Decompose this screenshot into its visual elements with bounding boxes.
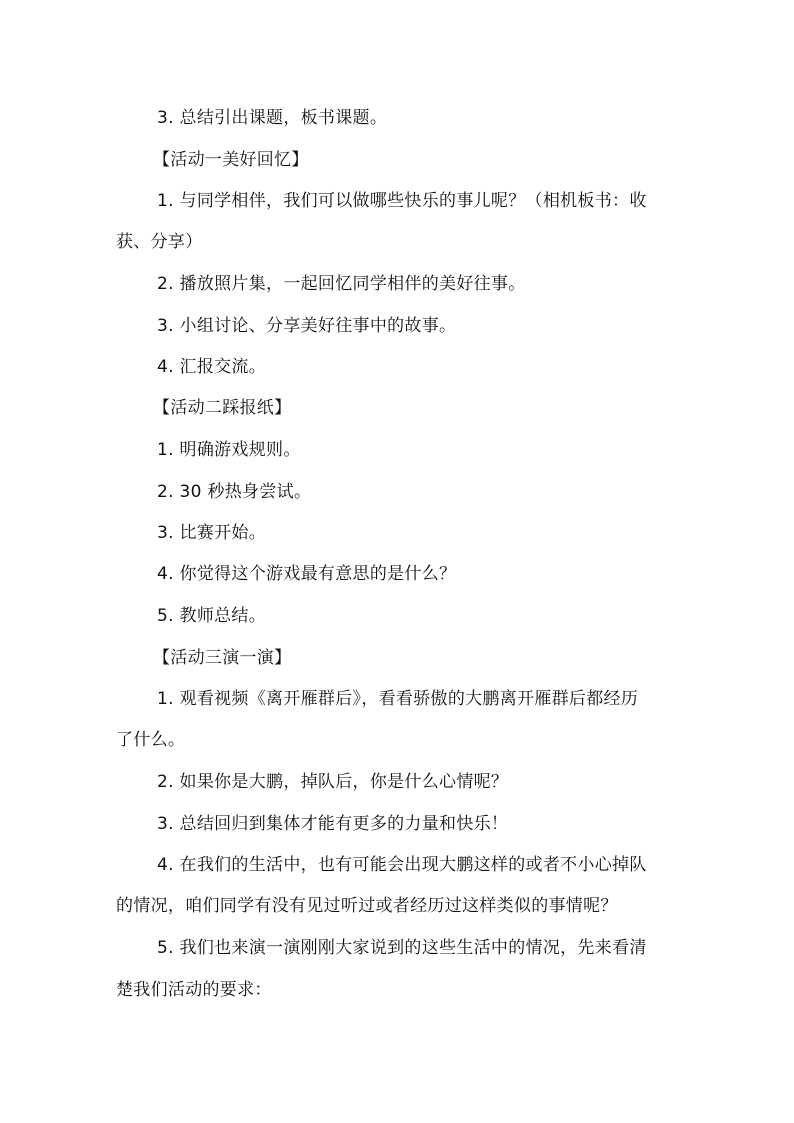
paragraph-line: 楚我们活动的要求：: [116, 980, 272, 1000]
paragraph-line: 3. 总结引出课题，板书课题。: [157, 108, 388, 128]
paragraph-line: 2. 如果你是大鹏，掉队后，你是什么心情呢？: [157, 772, 509, 792]
paragraph-line: 2. 播放照片集，一起回忆同学相伴的美好往事。: [157, 274, 526, 294]
paragraph-line: 1. 观看视频《离开雁群后》，看看骄傲的大鹏离开雁群后都经历: [157, 689, 639, 709]
paragraph-line: 3. 总结回归到集体才能有更多的力量和快乐！: [157, 814, 509, 834]
paragraph-line: 1. 明确游戏规则。: [157, 440, 301, 460]
section-heading-activity-3: 【活动三演一演】: [153, 648, 292, 668]
paragraph-line: 2. 30 秒热身尝试。: [157, 482, 312, 502]
paragraph-line: 4. 在我们的生活中，也有可能会出现大鹏这样的或者不小心掉队: [157, 855, 647, 875]
paragraph-line: 3. 比赛开始。: [157, 523, 267, 543]
paragraph-line: 了什么。: [116, 730, 186, 750]
paragraph-line: 获、分享）: [116, 232, 203, 252]
paragraph-line: 的情况，咱们同学有没有见过听过或者经历过这样类似的事情呢？: [116, 896, 618, 916]
paragraph-line: 1. 与同学相伴，我们可以做哪些快乐的事儿呢？（相机板书：收: [157, 191, 647, 211]
paragraph-line: 4. 汇报交流。: [157, 357, 267, 377]
section-heading-activity-1: 【活动一美好回忆】: [153, 150, 309, 170]
paragraph-line: 5. 教师总结。: [157, 606, 267, 626]
paragraph-line: 5. 我们也来演一演刚刚大家说到的这些生活中的情况，先来看清: [157, 938, 647, 958]
section-heading-activity-2: 【活动二踩报纸】: [153, 398, 292, 418]
paragraph-line: 4. 你觉得这个游戏最有意思的是什么？: [157, 564, 457, 584]
paragraph-line: 3. 小组讨论、分享美好往事中的故事。: [157, 316, 457, 336]
